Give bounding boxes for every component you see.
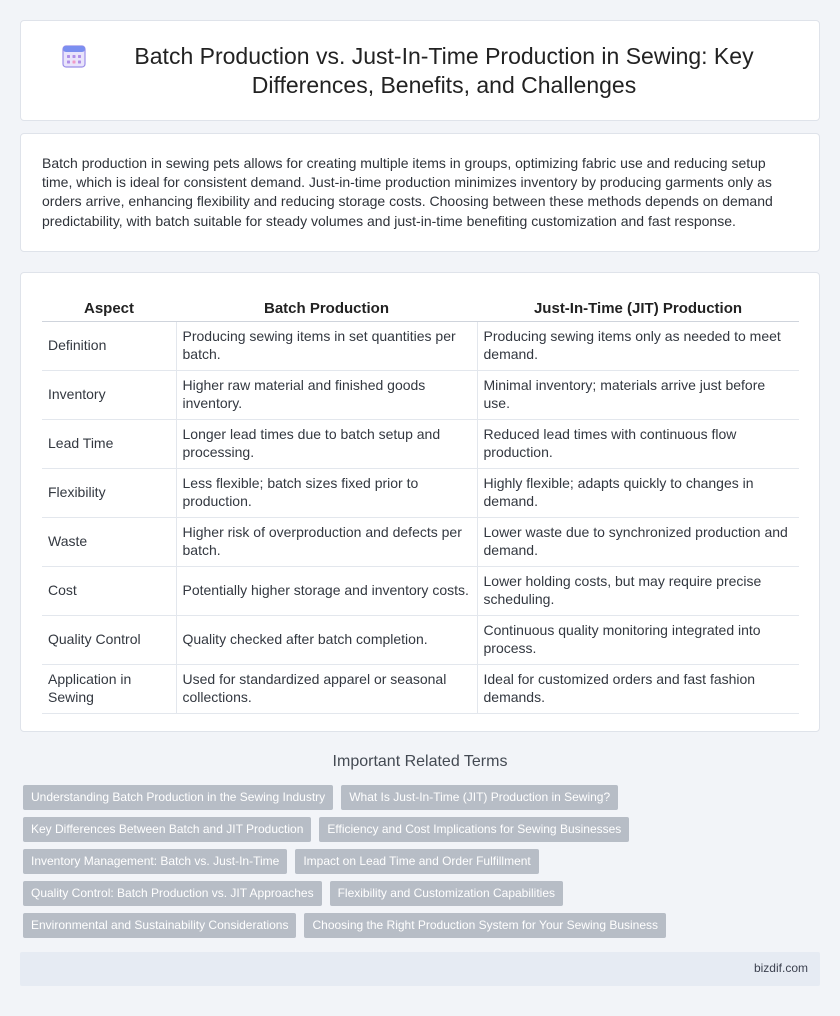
header-card bbox=[20, 20, 820, 121]
jit-cell: Highly flexible; adapts quickly to changes in demand. bbox=[477, 468, 799, 517]
aspect-cell: Flexibility bbox=[42, 468, 176, 517]
related-term-link[interactable]: Efficiency and Cost Implications for Sewing Businesses bbox=[319, 817, 629, 842]
aspect-cell: Quality Control bbox=[42, 615, 176, 664]
jit-cell: Lower holding costs, but may require precise scheduling. bbox=[477, 566, 799, 615]
table-row bbox=[42, 664, 799, 713]
related-term-link[interactable]: Flexibility and Customization Capabilities bbox=[330, 881, 563, 906]
aspect-cell: Cost bbox=[42, 566, 176, 615]
header-aspect: Aspect bbox=[42, 297, 176, 321]
table-row bbox=[42, 566, 799, 615]
jit-cell: Producing sewing items only as needed to meet demand. bbox=[477, 321, 799, 370]
batch-cell: Less flexible; batch sizes fixed prior to production. bbox=[176, 468, 477, 517]
header-batch: Batch Production bbox=[176, 297, 477, 321]
related-terms-title: Important Related Terms bbox=[332, 753, 508, 770]
batch-cell: Higher risk of overproduction and defects per batch. bbox=[176, 517, 477, 566]
calendar-icon bbox=[61, 43, 87, 69]
related-term-link[interactable]: Understanding Batch Production in the Sewing Industry bbox=[23, 785, 333, 810]
intro-paragraph: Batch production in sewing pets allows for creating multiple items in groups, optimizing fabric use and reducing setup time, which is ideal for consistent demand. Just-in-time production minimizes inventory by producing garments only as orders arrive, enhancing flexibility and reducing storage costs. Choosing between these methods depends on demand predictability, with batch suitable for steady volumes and just-in-time benefiting customization and fast response. bbox=[42, 155, 773, 229]
jit-cell: Ideal for customized orders and fast fashion demands. bbox=[477, 664, 799, 713]
related-term-link[interactable]: Choosing the Right Production System for Your Sewing Business bbox=[304, 913, 666, 938]
table-row bbox=[42, 419, 799, 468]
page-title: Batch Production vs. Just-In-Time Production in Sewing: Key Differences, Benefits, and Challenges bbox=[134, 42, 754, 98]
related-term-link[interactable]: What Is Just-In-Time (JIT) Production in Sewing? bbox=[341, 785, 618, 810]
comparison-card bbox=[20, 272, 820, 732]
jit-cell: Reduced lead times with continuous flow production. bbox=[477, 419, 799, 468]
related-term-link[interactable]: Key Differences Between Batch and JIT Production bbox=[23, 817, 311, 842]
header-jit: Just-In-Time (JIT) Production bbox=[477, 297, 799, 321]
batch-cell: Used for standardized apparel or seasonal collections. bbox=[176, 664, 477, 713]
table-row bbox=[42, 468, 799, 517]
table-row bbox=[42, 517, 799, 566]
related-term-link[interactable]: Quality Control: Batch Production vs. JIT Approaches bbox=[23, 881, 322, 906]
comparison-table bbox=[42, 297, 799, 714]
aspect-cell: Waste bbox=[42, 517, 176, 566]
related-term-link[interactable]: Environmental and Sustainability Considerations bbox=[23, 913, 296, 938]
related-term-link[interactable]: Impact on Lead Time and Order Fulfillment bbox=[295, 849, 538, 874]
batch-cell: Longer lead times due to batch setup and processing. bbox=[176, 419, 477, 468]
jit-cell: Continuous quality monitoring integrated into process. bbox=[477, 615, 799, 664]
table-header-row bbox=[42, 297, 799, 321]
table-row bbox=[42, 615, 799, 664]
jit-cell: Minimal inventory; materials arrive just before use. bbox=[477, 370, 799, 419]
batch-cell: Potentially higher storage and inventory costs. bbox=[176, 566, 477, 615]
aspect-cell: Application in Sewing bbox=[42, 664, 176, 713]
aspect-cell: Inventory bbox=[42, 370, 176, 419]
batch-cell: Producing sewing items in set quantities per batch. bbox=[176, 321, 477, 370]
aspect-cell: Definition bbox=[42, 321, 176, 370]
intro-card bbox=[20, 133, 820, 252]
footer-brand[interactable]: bizdif.com bbox=[753, 961, 808, 975]
table-row bbox=[42, 370, 799, 419]
related-term-link[interactable]: Inventory Management: Batch vs. Just-In-Time bbox=[23, 849, 287, 874]
batch-cell: Higher raw material and finished goods inventory. bbox=[176, 370, 477, 419]
aspect-cell: Lead Time bbox=[42, 419, 176, 468]
batch-cell: Quality checked after batch completion. bbox=[176, 615, 477, 664]
jit-cell: Lower waste due to synchronized production and demand. bbox=[477, 517, 799, 566]
related-terms-list bbox=[23, 785, 823, 945]
footer bbox=[20, 952, 820, 986]
table-row bbox=[42, 321, 799, 370]
